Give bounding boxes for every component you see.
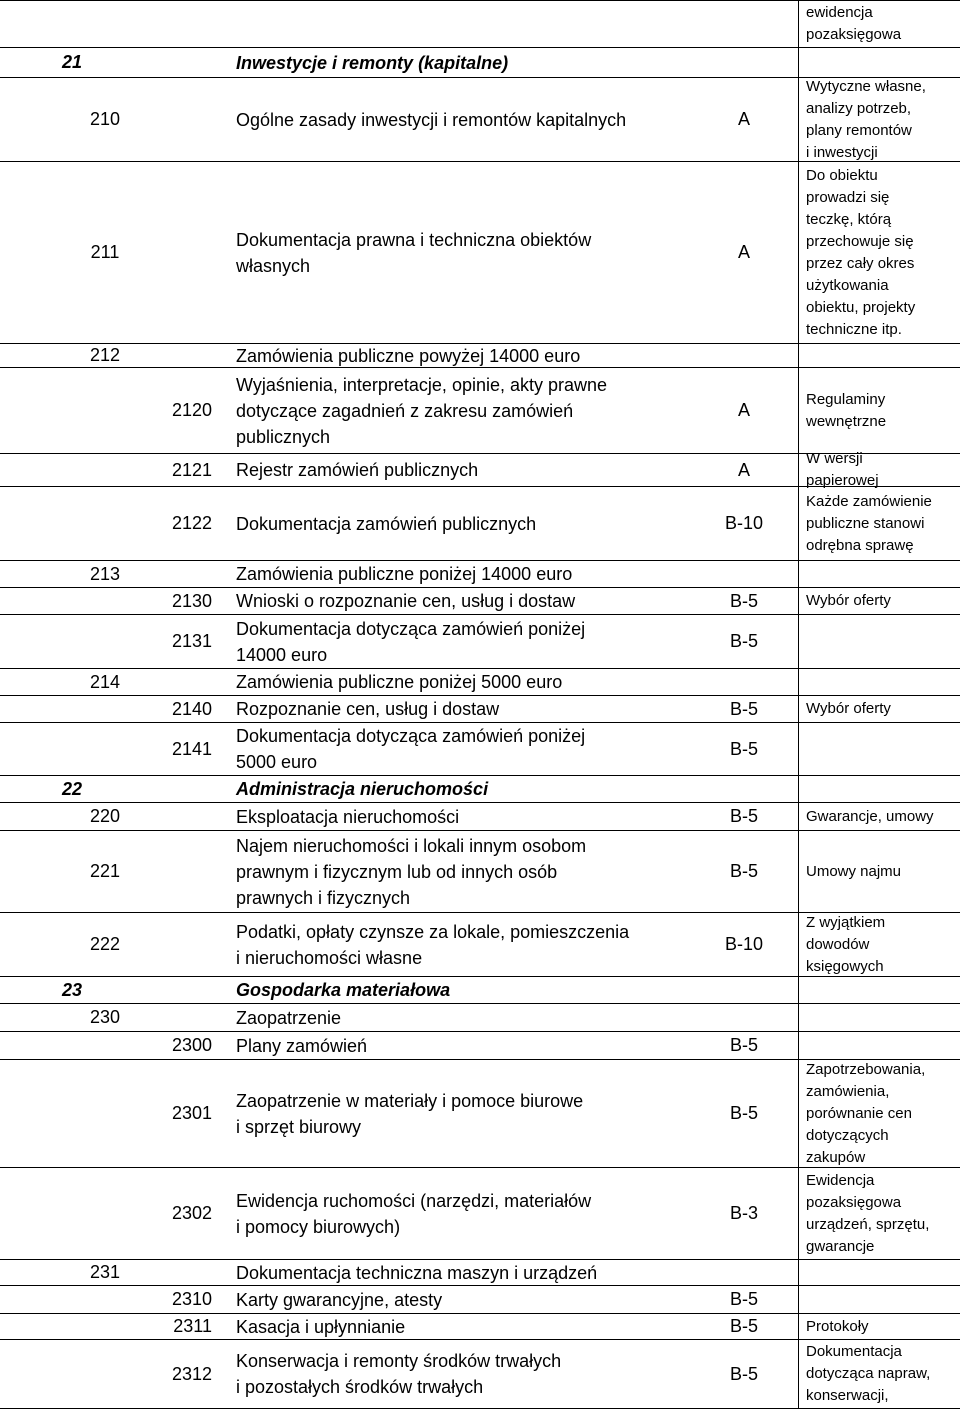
row-title: Ogólne zasady inwestycji i remontów kapitalnych bbox=[236, 109, 627, 130]
row-code: 2311 bbox=[173, 1316, 212, 1336]
row-code: 2140 bbox=[171, 698, 212, 719]
row-code: 2122 bbox=[171, 513, 212, 533]
table-row bbox=[0, 1060, 960, 1168]
row-note: Każde zamówienie publiczne stanowi odrębna sprawę bbox=[806, 492, 932, 554]
row-note: Z wyjątkiem dowodów księgowych bbox=[806, 913, 886, 975]
row-note: Protokoły bbox=[806, 1317, 869, 1335]
row-note bbox=[806, 723, 958, 775]
row-category: A bbox=[737, 400, 750, 420]
row-title: Zamówienia publiczne poniżej 5000 euro bbox=[236, 672, 563, 692]
section-row-21 bbox=[0, 48, 960, 78]
row-title: Dokumentacja prawna i techniczna obiektów własnych bbox=[236, 229, 592, 276]
row-note bbox=[806, 1032, 958, 1059]
row-title: Eksploatacja nieruchomości bbox=[236, 806, 460, 827]
row-code: 2121 bbox=[171, 459, 212, 480]
row-category: B-3 bbox=[729, 1203, 758, 1223]
row-title: Zaopatrzenie bbox=[236, 1007, 342, 1028]
row-note bbox=[806, 1286, 958, 1313]
table-row bbox=[0, 1004, 960, 1032]
row-note: Do obiektu prowadzi się teczkę, którą przechowuje się przez cały okres użytkowania obiektu, projekty techniczne itp. bbox=[806, 166, 916, 338]
section-code: 22 bbox=[62, 778, 83, 799]
row-title: Zaopatrzenie w materiały i pomoce biurowe i sprzęt biurowy bbox=[236, 1090, 584, 1137]
table-row bbox=[0, 78, 960, 162]
row-category: B-5 bbox=[729, 1363, 758, 1384]
row-code: 2120 bbox=[171, 400, 212, 420]
row-title: Plany zamówień bbox=[236, 1035, 368, 1056]
row-code: 2141 bbox=[171, 738, 212, 759]
row-code: 230 bbox=[89, 1007, 121, 1027]
row-category bbox=[690, 1004, 798, 1031]
row-note bbox=[806, 1004, 958, 1031]
row-code: 220 bbox=[89, 806, 121, 826]
row-code: 213 bbox=[89, 563, 121, 584]
row-title: Najem nieruchomości i lokali innym osobom prawnym i fizycznym lub od innych osób prawnych i fizycznych bbox=[236, 835, 587, 908]
row-note bbox=[806, 615, 958, 668]
row-title: Dokumentacja techniczna maszyn i urządzeń bbox=[236, 1262, 598, 1283]
row-note: Umowy najmu bbox=[806, 862, 902, 880]
section-title: Gospodarka materiałowa bbox=[236, 980, 451, 1000]
row-title: Ewidencja ruchomości (narzędzi, materiałów i pomocy biurowych) bbox=[236, 1190, 592, 1237]
row-category: B-5 bbox=[729, 738, 758, 759]
header-note-row bbox=[0, 0, 960, 48]
row-code: 2310 bbox=[171, 1289, 212, 1309]
row-title: Dokumentacja zamówień publicznych bbox=[236, 513, 537, 534]
row-code: 2131 bbox=[171, 631, 212, 651]
row-note bbox=[806, 1260, 958, 1285]
row-category bbox=[690, 344, 798, 367]
row-category: B-5 bbox=[729, 698, 758, 719]
row-category: B-5 bbox=[729, 631, 758, 651]
row-note: Wytyczne własne, analizy potrzeb, plany remontów i inwestycji bbox=[806, 77, 926, 161]
table-row bbox=[0, 1260, 960, 1286]
row-title: Rozpoznanie cen, usług i dostaw bbox=[236, 699, 500, 719]
row-title: Kasacja i upłynnianie bbox=[236, 1316, 406, 1337]
row-code: 2301 bbox=[171, 1103, 212, 1123]
row-note: Wybór oferty bbox=[806, 592, 891, 609]
row-note bbox=[806, 344, 958, 367]
row-code: 2312 bbox=[171, 1363, 212, 1384]
row-category bbox=[690, 1260, 798, 1285]
row-category: A bbox=[737, 109, 750, 129]
table-row bbox=[0, 344, 960, 368]
row-note: Ewidencja pozaksięgowa urządzeń, sprzętu, gwarancje bbox=[806, 1171, 930, 1255]
row-code: 2130 bbox=[171, 590, 212, 611]
table-row bbox=[0, 669, 960, 696]
table-row bbox=[0, 913, 960, 977]
table-row bbox=[0, 831, 960, 913]
table-row bbox=[0, 696, 960, 723]
row-title: Zamówienia publiczne powyżej 14000 euro bbox=[236, 345, 581, 366]
table-row bbox=[0, 588, 960, 615]
section-code: 23 bbox=[62, 979, 83, 1000]
row-category: B-5 bbox=[729, 1103, 758, 1123]
row-title: Dokumentacja dotycząca zamówień poniżej 5000 euro bbox=[236, 726, 586, 772]
row-note: W wersji papierowej bbox=[806, 450, 879, 489]
row-code: 2300 bbox=[171, 1035, 212, 1055]
row-title: Wnioski o rozpoznanie cen, usług i dostaw bbox=[236, 591, 576, 611]
section-title: Inwestycje i remonty (kapitalne) bbox=[236, 52, 509, 73]
row-code: 214 bbox=[89, 671, 121, 692]
section-code: 21 bbox=[62, 52, 83, 72]
section-title: Administracja nieruchomości bbox=[236, 779, 489, 799]
row-title: Karty gwarancyjne, atesty bbox=[236, 1289, 443, 1310]
row-title: Podatki, opłaty czynsze za lokale, pomieszczenia i nieruchomości własne bbox=[236, 921, 630, 968]
table-row bbox=[0, 803, 960, 831]
row-note: Dokumentacja dotycząca napraw, konserwacji, bbox=[806, 1343, 931, 1404]
table-row bbox=[0, 1286, 960, 1314]
table-row bbox=[0, 162, 960, 344]
row-category: A bbox=[737, 242, 750, 262]
row-code: 211 bbox=[90, 242, 120, 262]
row-category: B-10 bbox=[724, 934, 764, 954]
table-row bbox=[0, 1314, 960, 1340]
row-title: Rejestr zamówień publicznych bbox=[236, 460, 479, 480]
row-code: 212 bbox=[89, 345, 121, 365]
row-title: Dokumentacja dotycząca zamówień poniżej 14000 euro bbox=[236, 618, 586, 665]
table-row bbox=[0, 561, 960, 588]
row-category: B-5 bbox=[729, 590, 758, 611]
row-category: B-5 bbox=[729, 1316, 758, 1336]
section-row-22 bbox=[0, 776, 960, 803]
row-note bbox=[806, 669, 958, 695]
row-title: Zamówienia publiczne poniżej 14000 euro bbox=[236, 564, 573, 584]
row-category: B-5 bbox=[729, 861, 758, 881]
row-category bbox=[690, 669, 798, 695]
row-title: Konserwacja i remonty środków trwałych i pozostałych środków trwałych bbox=[236, 1351, 562, 1397]
row-category: B-10 bbox=[724, 513, 764, 533]
row-category: B-5 bbox=[729, 1289, 758, 1309]
row-code: 221 bbox=[89, 861, 121, 881]
table-row bbox=[0, 1168, 960, 1260]
row-category: B-5 bbox=[729, 1035, 758, 1055]
row-note: Gwarancje, umowy bbox=[806, 807, 934, 825]
row-category bbox=[690, 561, 798, 587]
row-category: B-5 bbox=[729, 806, 758, 826]
row-note: Wybór oferty bbox=[806, 700, 891, 717]
row-code: 231 bbox=[89, 1262, 121, 1282]
table-row bbox=[0, 368, 960, 454]
header-note: ewidencja pozaksięgowa bbox=[806, 3, 902, 43]
row-note bbox=[806, 561, 958, 587]
row-category: A bbox=[737, 459, 750, 480]
table-row bbox=[0, 1340, 960, 1409]
row-code: 222 bbox=[89, 934, 121, 954]
table-row bbox=[0, 615, 960, 669]
table-row bbox=[0, 450, 960, 489]
table-row bbox=[0, 723, 960, 776]
row-note: Zapotrzebowania, zamówienia, porównanie cen dotyczących zakupów bbox=[806, 1060, 926, 1166]
row-note: Regulaminy wewnętrzne bbox=[806, 390, 887, 430]
row-title: Wyjaśnienia, interpretacje, opinie, akty prawne dotyczące zagadnień z zakresu zamówień publicznych bbox=[236, 374, 608, 447]
row-code: 210 bbox=[89, 109, 121, 129]
row-code: 2302 bbox=[171, 1203, 212, 1223]
table-row bbox=[0, 1032, 960, 1060]
table-row bbox=[0, 487, 960, 561]
section-row-23 bbox=[0, 977, 960, 1004]
